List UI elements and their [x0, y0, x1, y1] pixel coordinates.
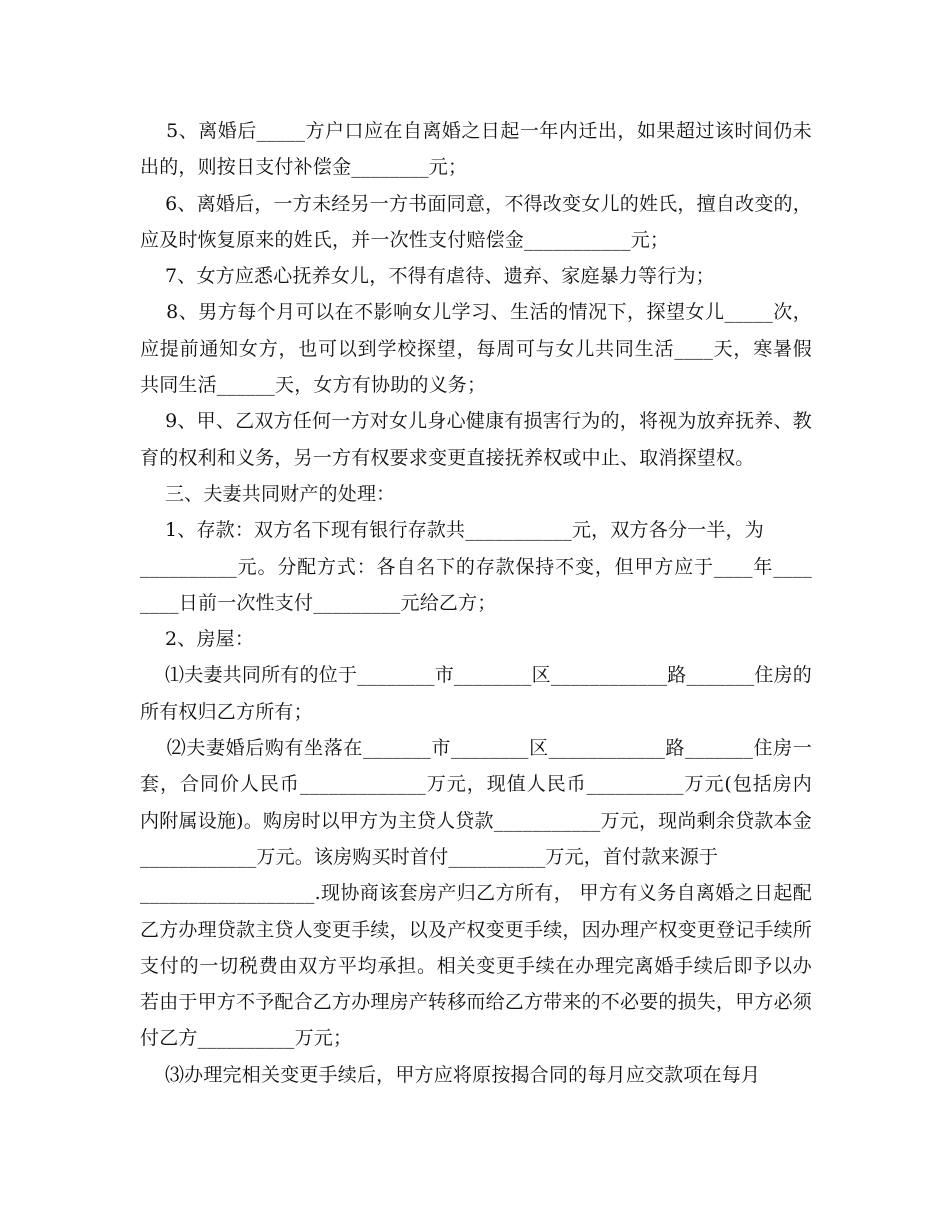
text-line: ⑵夫妻婚后购有坐落在_______市________区____________路_______住房一	[140, 737, 812, 760]
text-line: 若由于甲方不予配合乙方办理房产转移而给乙方带来的不必要的损失，甲方必须	[140, 991, 812, 1014]
text-line: ⑶办理完相关变更手续后，甲方应将原按揭合同的每月应交款项在每月	[140, 1063, 761, 1086]
text-line: 6、离婚后，一方未经另一方书面同意，不得改变女儿的姓氏，擅自改变的，	[140, 192, 812, 215]
text-line: 8、男方每个月可以在不影响女儿学习、生活的情况下，探望女儿_____次，	[166, 301, 812, 324]
text-line: 1、存款：双方名下现有银行存款共___________元，双方各分一半，为	[140, 519, 764, 542]
text-line: __________________.现协商该套房产归乙方所有， 甲方有义务自离婚之日起配	[140, 882, 812, 905]
text-line: __________元。分配方式：各自名下的存款保持不变，但甲方应于____年____	[140, 555, 812, 578]
text-line: 应提前通知女方，也可以到学校探望，每周可与女儿共同生活____天，寒暑假	[140, 337, 812, 360]
text-line: 2、房屋：	[140, 628, 255, 651]
text-line: 5、离婚后_____方户口应在自离婚之日起一年内迁出，如果超过该时间仍未	[166, 120, 812, 142]
text-line: 所有权归乙方所有；	[140, 700, 313, 723]
text-line: ⑴夫妻共同所有的位于________市________区____________路_______住房的	[140, 664, 812, 687]
text-line: 套，合同价人民币_____________万元，现值人民币__________万元(包括房内	[140, 773, 812, 796]
document-body	[140, 113, 812, 1093]
text-line: ____日前一次性支付_________元给乙方；	[140, 591, 497, 614]
text-line: 7、女方应悉心抚养女儿，不得有虐待、遗弃、家庭暴力等行为；	[140, 265, 715, 288]
text-line: 育的权利和义务，另一方有权要求变更直接抚养权或中止、取消探望权。	[140, 446, 755, 469]
text-line: 乙方办理贷款主贷人变更手续，以及产权变更手续，因办理产权变更登记手续所	[140, 918, 812, 941]
text-line: 付乙方__________万元；	[140, 1027, 353, 1050]
text-line: 共同生活______天，女方有协助的义务；	[140, 374, 487, 397]
text-line: 应及时恢复原来的姓氏，并一次性支付赔偿金___________元；	[140, 228, 670, 251]
text-line: ____________万元。该房购买时首付__________万元，首付款来源于	[140, 845, 719, 868]
text-line: 出的，则按日支付补偿金________元；	[140, 156, 468, 179]
text-line: 三、夫妻共同财产的处理：	[140, 482, 396, 505]
text-line: 9、甲、乙双方任何一方对女儿身心健康有损害行为的，将视为放弃抚养、教	[140, 410, 812, 433]
text-line: 内附属设施)。购房时以甲方为主贷人贷款___________万元，现尚剩余贷款本金	[140, 809, 812, 832]
text-line: 支付的一切税费由双方平均承担。相关变更手续在办理完离婚手续后即予以办	[140, 954, 812, 977]
